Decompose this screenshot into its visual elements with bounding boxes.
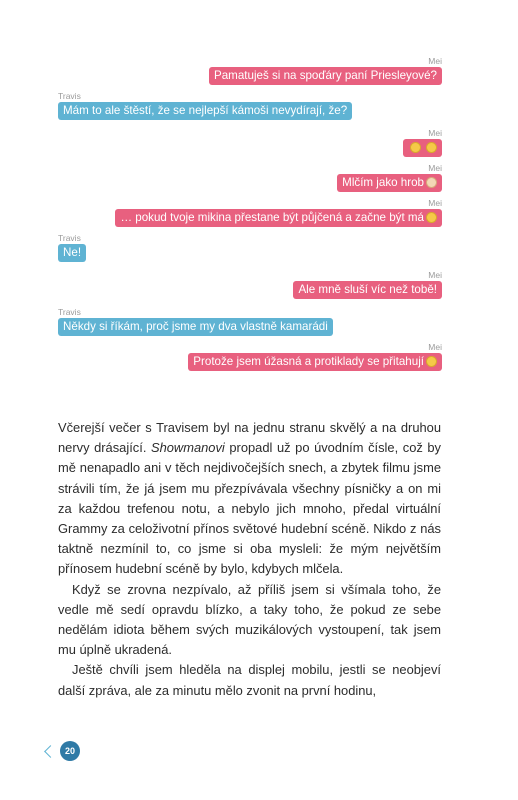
message-bubble (188, 353, 442, 371)
message-mei (58, 342, 442, 371)
message-mei (58, 56, 442, 85)
message-text: Mám to ale štěstí, že se nejlepší kámoši nevydírají, že? (63, 104, 348, 117)
message-travis (58, 91, 442, 120)
chat-transcript (58, 56, 442, 371)
body-text (58, 418, 441, 701)
paragraph: Když se zrovna nezpívalo, až příliš jsem si všímala toho, že vedle mě sedí opravdu blízko, a taky toho, že pokud ze sebe nedělám idiota během svých muzikálových vystoupení, tak jsem mu úplně ukradená. (58, 581, 441, 658)
sender-label: Mei (428, 198, 442, 208)
message-bubble (58, 102, 352, 120)
message-bubble (337, 174, 442, 192)
film-title: Showmanovi (150, 440, 225, 456)
message-mei (58, 163, 442, 192)
message-bubble (293, 281, 442, 299)
paragraph (58, 418, 441, 580)
message-travis (58, 233, 442, 262)
message-text: Ne! (63, 246, 82, 259)
paragraph-text: Včerejší večer s Travisem byl na jednu stranu skvělý a na druhou nervy drásající. (58, 420, 441, 456)
message-mei (58, 198, 442, 227)
paragraph: Ještě chvíli jsem hleděla na displej mobilu, jestli se neobjeví další zpráva, ale za minutu mělo zvonit na první hodinu, (58, 662, 441, 698)
message-text: … pokud tvoje mikina přestane být půjčená a začne být má (120, 211, 424, 224)
sender-label: Mei (428, 270, 442, 280)
message-bubble (403, 139, 442, 157)
message-mei (58, 128, 442, 157)
sender-label: Mei (428, 56, 442, 66)
sender-label: Travis (58, 91, 81, 101)
message-text: Ale mně sluší víc než tobě! (298, 283, 437, 296)
sender-label: Travis (58, 307, 81, 317)
paragraph-text: propadl už po úvodním čísle, což by mě nenapadlo ani v těch nejdivočejších snech, a zbytek filmu jsme strávili tím, že já jsem mu přezpívávala všechny písničky a on mi za každou trefenou notu, a nebylo jich mnoho, předal virtuální Grammy za celoživotní přínos světové hudební scéně. Nikdo z nás taktně nezmínil to, co jsme si oba mysleli: že mým největším přínosem hudební scéně by bylo, kdybych mlčela. (58, 440, 441, 577)
page-footer (44, 740, 80, 762)
grinning-face-emoji-icon (426, 212, 437, 223)
sender-label: Mei (428, 342, 442, 352)
sender-label: Mei (428, 163, 442, 173)
thinking-face-emoji-icon (410, 142, 421, 153)
sender-label: Travis (58, 233, 81, 243)
page-number-badge: 20 (60, 741, 80, 761)
chevron-left-icon (44, 745, 57, 758)
message-bubble (58, 318, 333, 336)
message-text: Pamatuješ si na spoďáry paní Priesleyové? (213, 69, 437, 82)
message-text: Někdy si říkám, proč jsme my dva vlastně kamarádi (63, 320, 328, 333)
message-mei (58, 270, 442, 299)
sender-label: Mei (428, 128, 442, 138)
message-text: Protože jsem úžasná a protiklady se přitahují (193, 355, 424, 368)
message-bubble (209, 67, 442, 85)
message-bubble (115, 209, 442, 227)
message-bubble (58, 244, 86, 262)
skull-face-emoji-icon (426, 177, 437, 188)
smiling-face-emoji-icon (426, 142, 437, 153)
wink-face-emoji-icon (426, 356, 437, 367)
message-text: Mlčím jako hrob (342, 176, 424, 189)
message-travis (58, 307, 442, 336)
